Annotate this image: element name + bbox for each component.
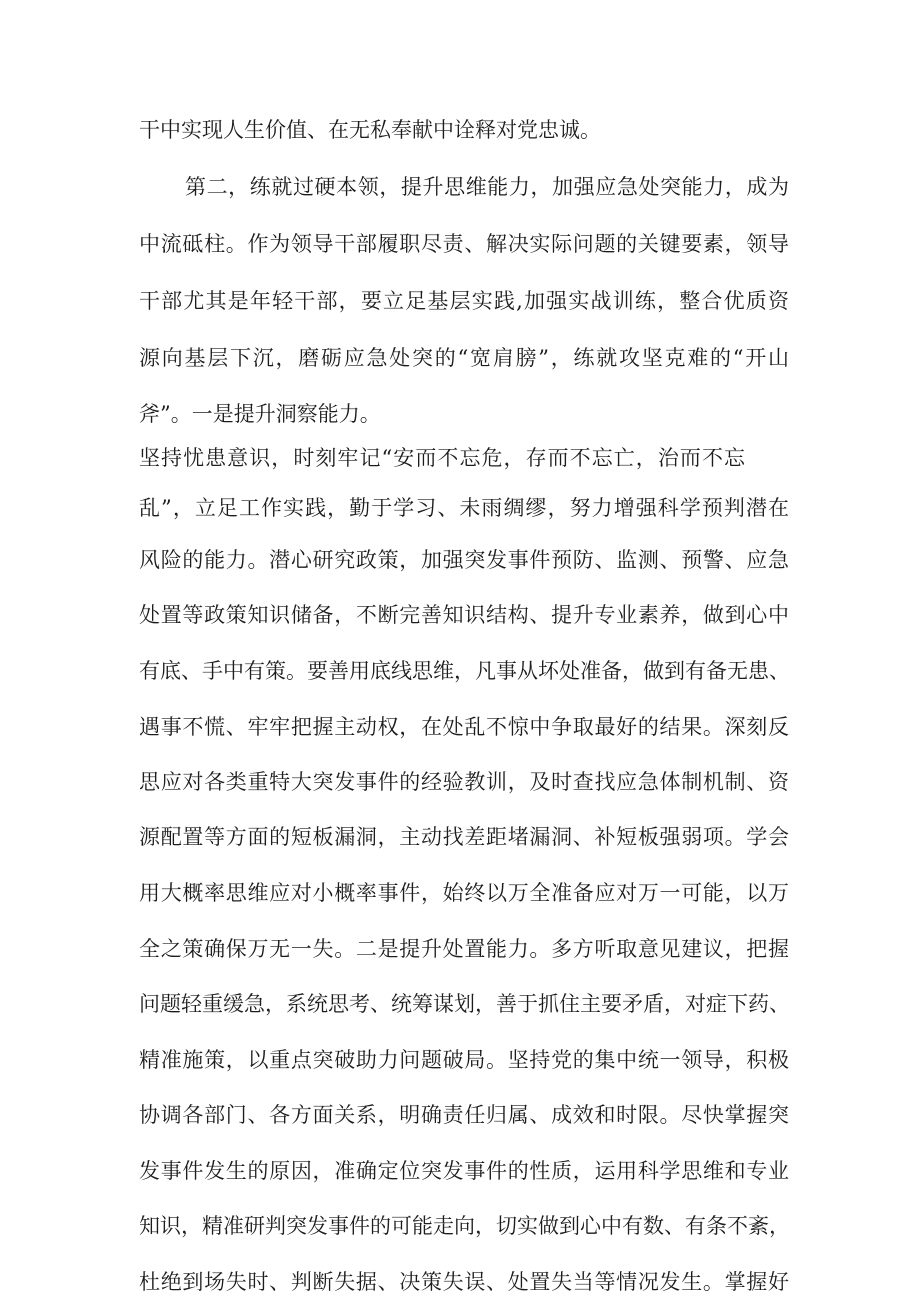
text-line: 遇事不慌、牢牢把握主动权，在处乱不惊中争取最好的结果。深刻反 xyxy=(139,715,789,740)
text-line: 斧”。一是提升洞察能力。 xyxy=(139,401,381,426)
text-line: 中流砥柱。作为领导干部履职尽责、解决实际问题的关键要素，领导 xyxy=(139,231,789,256)
text-line: 风险的能力。潜心研究政策，加强突发事件预防、监测、预警、应急 xyxy=(139,548,789,573)
text-line: 源向基层下沉，磨砺应急处突的“宽肩膀”，练就攻坚克难的“开山 xyxy=(139,345,789,370)
text-line: 问题轻重缓急，系统思考、统筹谋划，善于抓住主要矛盾，对症下药、 xyxy=(139,992,790,1017)
paragraph-start-line: 第二，练就过硬本领，提升思维能力，加强应急处突能力，成为 xyxy=(185,174,789,199)
text-line: 思应对各类重特大突发事件的经验教训，及时查找应急体制机制、资 xyxy=(139,770,789,795)
text-line: 用大概率思维应对小概率事件，始终以万全准备应对万一可能，以万 xyxy=(139,881,789,906)
text-line: 精准施策，以重点突破助力问题破局。坚持党的集中统一领导，积极 xyxy=(139,1048,789,1073)
text-line: 全之策确保万无一失。二是提升处置能力。多方听取意见建议，把握 xyxy=(139,937,789,962)
text-line: 源配置等方面的短板漏洞，主动找差距堵漏洞、补短板强弱项。学会 xyxy=(139,825,789,850)
text-line: 有底、手中有策。要善用底线思维，凡事从坏处准备，做到有备无患、 xyxy=(139,659,790,684)
text-line: 处置等政策知识储备，不断完善知识结构、提升专业素养，做到心中 xyxy=(139,603,789,628)
text-line: 坚持忧患意识，时刻牢记“安而不忘危，存而不忘亡，治而不忘 xyxy=(139,446,745,471)
text-line: 乱”，立足工作实践，勤于学习、未雨绸缪，努力增强科学预判潜在 xyxy=(139,496,789,521)
text-line: 杜绝到场失时、判断失据、决策失误、处置失当等情况发生。掌握好 xyxy=(139,1270,789,1294)
text-line: 发事件发生的原因，准确定位突发事件的性质，运用科学思维和专业 xyxy=(139,1159,789,1184)
text-line: 干中实现人生价值、在无私奉献中诠释对党忠诚。 xyxy=(139,118,601,142)
text-line: 协调各部门、各方面关系，明确责任归属、成效和时限。尽快掌握突 xyxy=(139,1103,789,1128)
text-line: 知识，精准研判突发事件的可能走向，切实做到心中有数、有条不紊， xyxy=(139,1214,790,1239)
text-line: 干部尤其是年轻干部，要立足基层实践,加强实战训练，整合优质资 xyxy=(139,288,789,313)
